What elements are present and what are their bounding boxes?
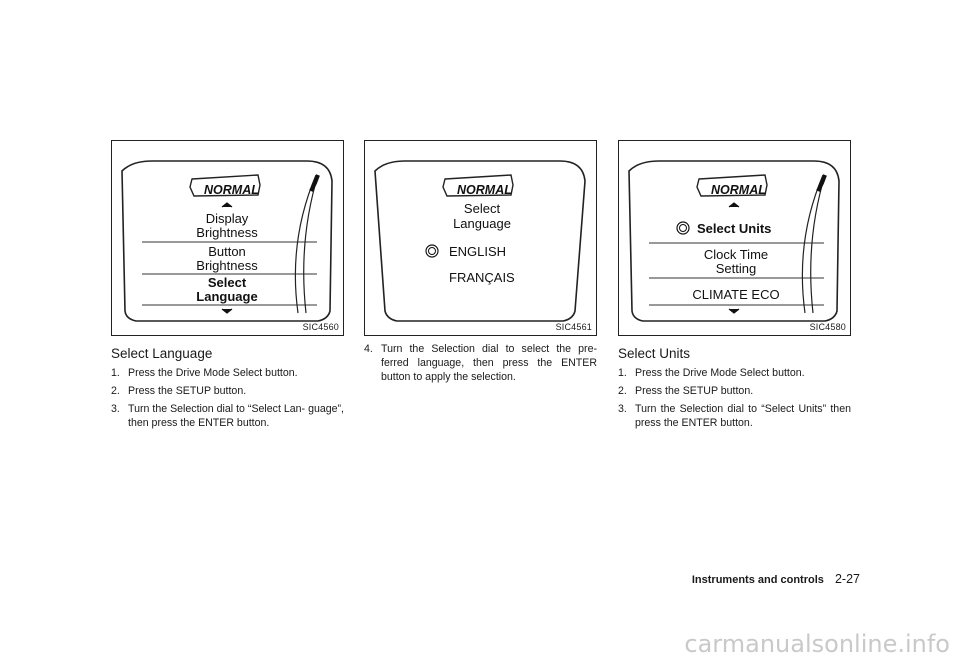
footer-section-title: Instruments and controls: [691, 574, 824, 586]
radio-selected-icon: [426, 245, 438, 257]
menu-item-line2: Brightness: [196, 258, 258, 273]
figure-select-units-menu: [618, 140, 851, 336]
step-item: 4. Turn the Selection dial to select the pre- ferred language, then press the ENTER button to apply the selection.: [364, 343, 597, 383]
menu-item-selected-line2: Language: [196, 289, 258, 304]
steps-select-units: [618, 367, 851, 435]
figure-select-language-menu: [111, 140, 344, 336]
display-screen-illustration: [619, 141, 850, 335]
step-item: 2. Press the SETUP button.: [111, 384, 247, 397]
step-item: 1. Press the Drive Mode Select button.: [618, 367, 805, 379]
step-item: 3. Turn the Selection dial to “Select Units” then press the ENTER button.: [618, 402, 851, 429]
step-item: 1. Press the Drive Mode Select button.: [111, 367, 298, 379]
steps-language-selection: [364, 343, 597, 389]
menu-item-line1: Display: [205, 211, 249, 226]
menu-item-line1: Button: [208, 244, 246, 259]
page-number: 2-27: [834, 572, 860, 586]
step-item: 3. Turn the Selection dial to “Select Lan- guage”, then press the ENTER button.: [111, 402, 344, 429]
screen-title-line2: Language: [453, 216, 511, 231]
radio-selected-icon: [677, 222, 689, 234]
menu-item-selected: Select Units: [697, 221, 772, 236]
normal-badge: NORMAL: [711, 183, 766, 197]
chevron-down-icon: [729, 309, 739, 313]
menu-item: CLIMATE ECO: [692, 287, 780, 302]
menu-item-selected-line1: Select: [207, 275, 247, 290]
chevron-up-icon: [222, 203, 232, 207]
normal-badge: NORMAL: [457, 183, 512, 197]
menu-item-line2: Brightness: [196, 225, 258, 240]
language-option: FRANÇAIS: [449, 270, 515, 285]
chevron-down-icon: [222, 309, 232, 313]
page-footer: [692, 572, 860, 586]
menu-item-line2: Setting: [715, 261, 757, 276]
figure-id: SIC4580: [809, 322, 846, 332]
display-screen-illustration: [365, 141, 596, 335]
normal-badge: NORMAL: [204, 183, 259, 197]
figure-id: SIC4561: [555, 322, 592, 332]
screen-title-line1: Select: [463, 201, 501, 216]
language-option-selected: ENGLISH: [449, 244, 507, 259]
figure-language-options: [364, 140, 597, 336]
step-item: 2. Press the SETUP button.: [618, 384, 754, 397]
chevron-up-icon: [729, 203, 739, 207]
menu-item-line1: Clock Time: [703, 247, 769, 262]
watermark: carmanualsonline.info: [684, 630, 950, 658]
section-heading-select-units: Select Units: [618, 346, 691, 361]
figure-id: SIC4560: [302, 322, 339, 332]
steps-select-language: [111, 367, 344, 435]
display-screen-illustration: [112, 141, 343, 335]
section-heading-select-language: Select Language: [111, 346, 213, 361]
